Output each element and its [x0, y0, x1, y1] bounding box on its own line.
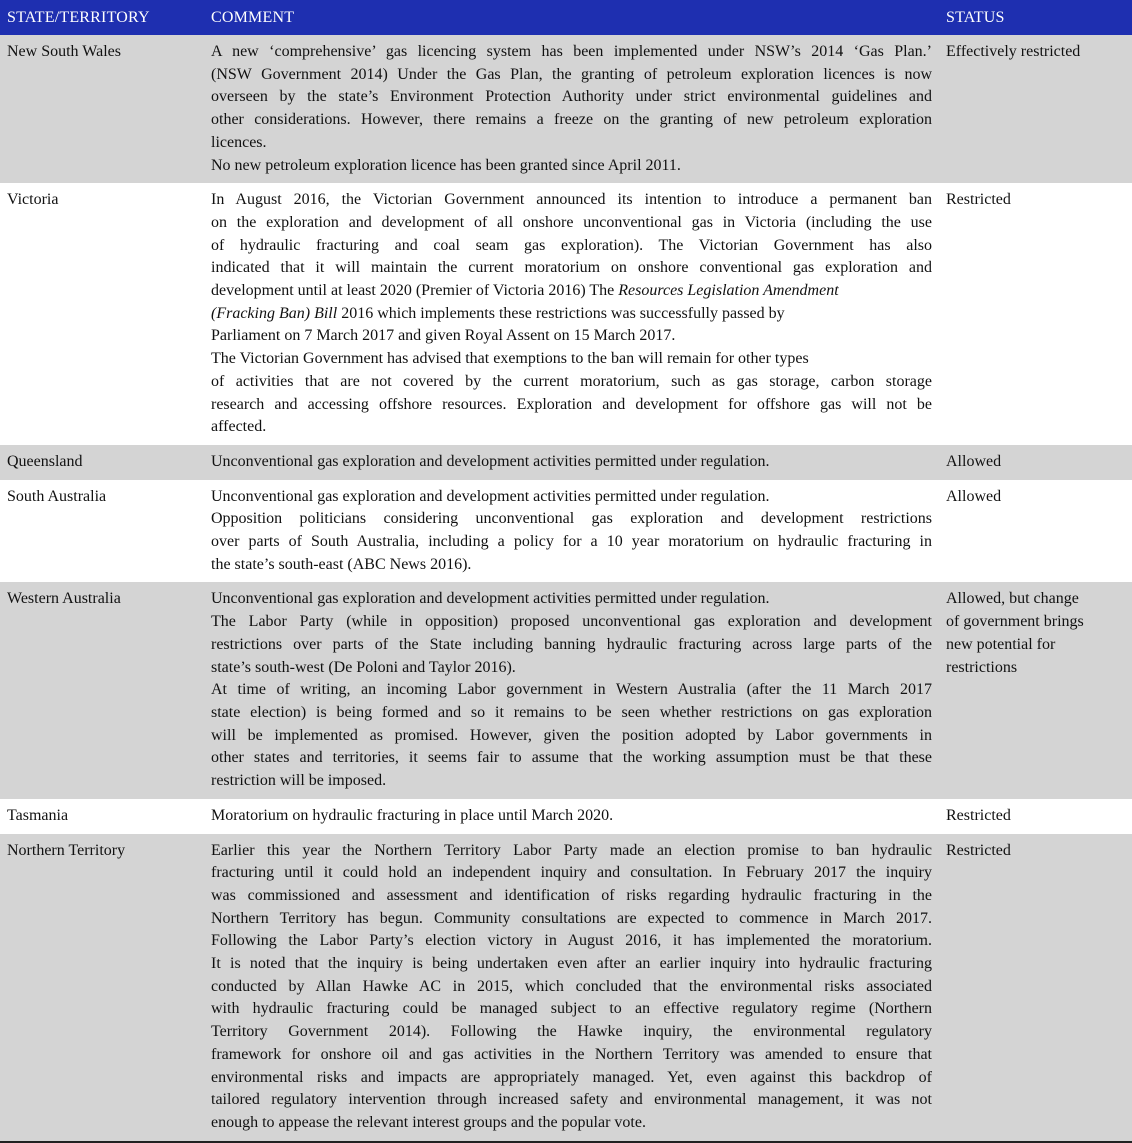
comment-cell: [204, 799, 939, 834]
status-cell: [939, 834, 1132, 1142]
comment-cell: [204, 445, 939, 480]
comment-line: tailored regulatory intervention through increased safety and environmental management, it was not: [211, 1091, 932, 1109]
comment-line: fracturing until it could hold an independent inquiry and consultation. In February 2017 the inquiry: [211, 864, 932, 882]
comment-line: framework for onshore oil and gas activities in the Northern Territory was amended to ensure that: [211, 1045, 932, 1063]
table-row: [0, 480, 1132, 583]
comment-line: Earlier this year the Northern Territory Labor Party made an election promise to ban hydraulic: [211, 841, 932, 859]
comment-line: (NSW Government 2014) Under the Gas Plan, the granting of petroleum exploration licences is now: [211, 65, 932, 83]
status-cell: [939, 183, 1132, 445]
status-line: Allowed: [946, 487, 1002, 505]
comment-line: state election) is being formed and so it remains to be seen whether restrictions on gas exploration: [211, 703, 932, 721]
table-row: [0, 183, 1132, 445]
comment-text: 2016 which implements these restrictions was successfully passed by: [337, 304, 785, 322]
comment-line: licences.: [211, 133, 267, 151]
comment-line: on the exploration and development of all onshore unconventional gas in Victoria (including the use: [211, 213, 932, 231]
comment-line: affected.: [211, 418, 267, 436]
status-line: Restricted: [946, 806, 1011, 824]
comment-line: of activities that are not covered by the current moratorium, such as gas storage, carbon storage: [211, 372, 932, 390]
status-cell: [939, 799, 1132, 834]
comment-line: Moratorium on hydraulic fracturing in place until March 2020.: [211, 806, 614, 824]
status-line: Effectively restricted: [946, 43, 1081, 60]
comment-cell: [204, 480, 939, 583]
status-line: of government brings: [946, 613, 1084, 631]
status-cell: [939, 445, 1132, 480]
comment-text: development until at least 2020 (Premier of Victoria 2016) The: [211, 282, 619, 300]
comment-cell: [204, 35, 939, 183]
header-row: [0, 0, 1132, 35]
comment-line: Opposition politicians considering unconventional gas exploration and development restrictions: [211, 510, 932, 528]
comment-line: restrictions over parts of the State including banning hydraulic fracturing across large parts of the: [211, 635, 932, 653]
comment-line: was commissioned and assessment and identification of risks regarding hydraulic fracturing in the: [211, 886, 932, 904]
comment-line: overseen by the state’s Environment Protection Authority under strict environmental guidelines and: [211, 88, 932, 106]
comment-line: It is noted that the inquiry is being undertaken even after an earlier inquiry into hydraulic fracturing: [211, 955, 932, 973]
comment-line: will be implemented as promised. However, given the position adopted by Labor governments in: [211, 726, 932, 744]
status-line: Allowed: [946, 452, 1002, 470]
comment-line: indicated that it will maintain the current moratorium on onshore conventional gas exploration and: [211, 259, 932, 277]
comment-line: enough to appease the relevant interest groups and the popular vote.: [211, 1113, 646, 1131]
table-row: [0, 582, 1132, 798]
comment-cell: [204, 183, 939, 445]
table-row: [0, 35, 1132, 183]
bill-title-italic: Resources Legislation Amendment: [618, 282, 839, 300]
comment-line: The Victorian Government has advised that exemptions to the ban will remain for other types: [211, 350, 809, 368]
comment-line: Following the Labor Party’s election victory in August 2016, it has implemented the moratorium.: [211, 932, 932, 950]
comment-line: Northern Territory has begun. Community consultations are expected to commence in March 2017.: [211, 909, 932, 927]
state-cell: Victoria: [7, 191, 59, 209]
comment-line: At time of writing, an incoming Labor government in Western Australia (after the 11 March 2017: [211, 681, 932, 699]
status-line: Allowed, but change: [946, 590, 1079, 608]
state-cell: Tasmania: [7, 806, 69, 824]
header-state: STATE/TERRITORY: [7, 9, 150, 26]
table-row: [0, 445, 1132, 480]
state-cell: New South Wales: [7, 43, 121, 60]
comment-line: the state’s south-east (ABC News 2016).: [211, 555, 472, 573]
comment-line: with hydraulic fracturing could be managed subject to an effective regulatory regime (Northern: [211, 1000, 932, 1018]
state-cell: Western Australia: [7, 590, 121, 608]
comment-line: No new petroleum exploration licence has been granted since April 2011.: [211, 156, 681, 174]
comment-cell: [204, 834, 939, 1142]
state-cell: South Australia: [7, 487, 107, 505]
header-status: STATUS: [946, 9, 1005, 26]
comment-line: Parliament on 7 March 2017 and given Royal Assent on 15 March 2017.: [211, 327, 676, 345]
comment-line: other states and territories, it seems fair to assume that the working assumption must be that these: [211, 749, 932, 767]
comment-cell: [204, 582, 939, 798]
comment-line: Unconventional gas exploration and development activities permitted under regulation.: [211, 452, 770, 470]
comment-line: A new ‘comprehensive’ gas licencing system has been implemented under NSW’s 2014 ‘Gas Plan.’: [211, 43, 932, 60]
table-row: [0, 799, 1132, 834]
status-line: Restricted: [946, 191, 1011, 209]
status-cell: [939, 480, 1132, 583]
table-row: [0, 834, 1132, 1142]
comment-line: Unconventional gas exploration and development activities permitted under regulation.: [211, 487, 770, 505]
table-header: [0, 0, 1132, 35]
comment-line: The Labor Party (while in opposition) proposed unconventional gas exploration and development: [211, 613, 932, 631]
comment-line: of hydraulic fracturing and coal seam gas exploration). The Victorian Government has also: [211, 236, 932, 254]
comment-line: Territory Government 2014). Following the Hawke inquiry, the environmental regulatory: [211, 1023, 932, 1041]
status-cell: [939, 35, 1132, 183]
comment-line: state’s south-west (De Poloni and Taylor 2016).: [211, 658, 516, 676]
bill-title-italic: (Fracking Ban) Bill: [211, 304, 338, 322]
state-cell: Queensland: [7, 452, 83, 470]
comment-line: In August 2016, the Victorian Government announced its intention to introduce a permanent ban: [211, 191, 932, 209]
comment-line: [211, 303, 932, 326]
comment-line: restriction will be imposed.: [211, 772, 387, 790]
comment-line: other considerations. However, there remains a freeze on the granting of new petroleum exploration: [211, 111, 932, 129]
header-comment: COMMENT: [211, 9, 295, 26]
comment-line: environmental risks and impacts are appropriately managed. Yet, even against this backdrop of: [211, 1068, 932, 1086]
state-cell: Northern Territory: [0, 834, 204, 1142]
status-line: restrictions: [946, 658, 1018, 676]
comment-line: Unconventional gas exploration and development activities permitted under regulation.: [211, 590, 770, 608]
status-line: new potential for: [946, 635, 1056, 653]
status-cell: [939, 582, 1132, 798]
comment-line: [211, 280, 932, 303]
comment-line: over parts of South Australia, including a policy for a 10 year moratorium on hydraulic fracturing in: [211, 533, 932, 551]
comment-line: conducted by Allan Hawke AC in 2015, which concluded that the environmental risks associated: [211, 977, 932, 995]
status-line: Restricted: [946, 841, 1011, 859]
comment-line: research and accessing offshore resources. Exploration and development for offshore gas will not be: [211, 395, 932, 413]
